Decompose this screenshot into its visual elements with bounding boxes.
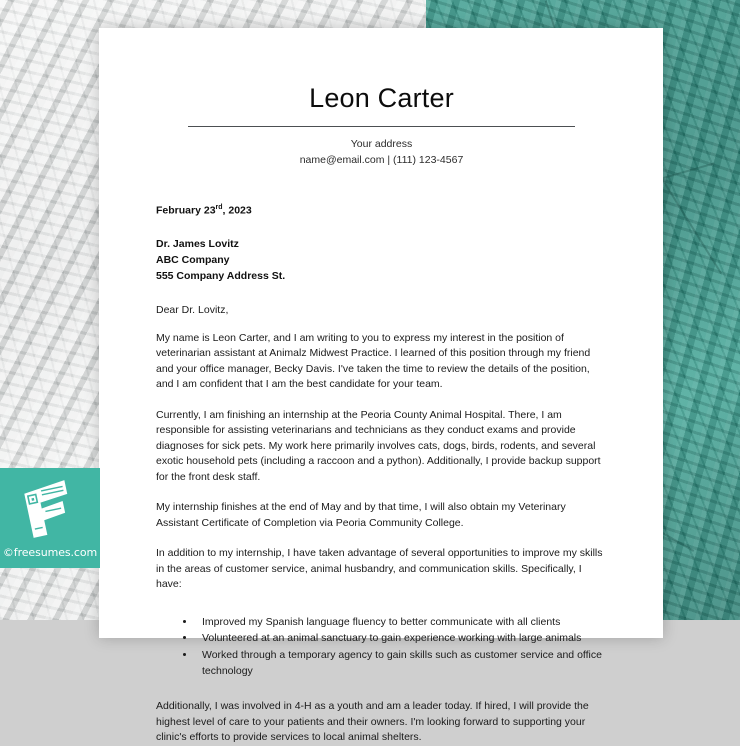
- salutation: Dear Dr. Lovitz,: [156, 303, 229, 316]
- list-item: • Improved my Spanish language fluency to better communicate with all clients: [196, 615, 607, 631]
- closing-paragraph: Additionally, I was involved in 4-H as a youth and am a leader today. If hired, I will provide the highest level of care to your patients and their owners. I'm looking forward to supporting your clinic's efforts to provide services to local animal shelters.: [156, 700, 589, 744]
- skills-bullet-list: [156, 615, 607, 679]
- address-line: Your address: [350, 137, 413, 150]
- recipient-name: Dr. James Lovitz: [156, 237, 239, 250]
- recipient-block: [156, 236, 607, 285]
- recipient-street: 555 Company Address St.: [156, 270, 286, 283]
- body-paragraph: In addition to my internship, I have taken advantage of several opportunities to improve my skills in the areas of customer service, animal husbandry, and communication skills. Specifically, I have:: [156, 547, 603, 591]
- date-month-day: February 23: [156, 204, 216, 217]
- cover-letter-page: [99, 28, 663, 744]
- letter-date: [156, 204, 607, 217]
- list-item: • Volunteered at an animal sanctuary to gain experience working with large animals: [196, 631, 607, 647]
- date-ordinal-suffix: rd: [215, 204, 223, 212]
- header-divider: [188, 126, 575, 127]
- body-paragraph: My name is Leon Carter, and I am writing to you to express my interest in the position of veterinarian assistant at Animalz Midwest Practice. I learned of this position through my friend and your office manager, Becky Davis. I've taken the time to review the details of the position, and I am confident that I am the best candidate for your team.: [156, 331, 591, 391]
- freesumes-watermark-label: ©freesumes.com: [2, 546, 98, 559]
- contact-line: name@email.com | (111) 123-4567: [299, 153, 464, 166]
- body-paragraph: My internship finishes at the end of May and by that time, I will also obtain my Veterinary Assistant Certificate of Completion via Peoria Community College.: [156, 501, 566, 529]
- recipient-company: ABC Company: [156, 253, 230, 266]
- date-year: , 2023: [222, 204, 252, 217]
- list-item: • Worked through a temporary agency to gain skills such as customer service and office technology: [196, 648, 607, 679]
- body-paragraph: Currently, I am finishing an internship at the Peoria County Animal Hospital. There, I am responsible for assisting veterinarians and technicians as they conduct exams and provide diagnoses for sick pets. My work here primarily involves cats, dogs, birds, rodents, and several exotic household pets (including a raccoon and a python). Additionally, I provide backup support for the front desk staff.: [156, 408, 601, 483]
- page-title: Leon Carter: [309, 83, 454, 113]
- contact-block: [156, 136, 607, 169]
- freesumes-f-logo-icon: [20, 482, 78, 536]
- freesumes-watermark: [0, 468, 100, 568]
